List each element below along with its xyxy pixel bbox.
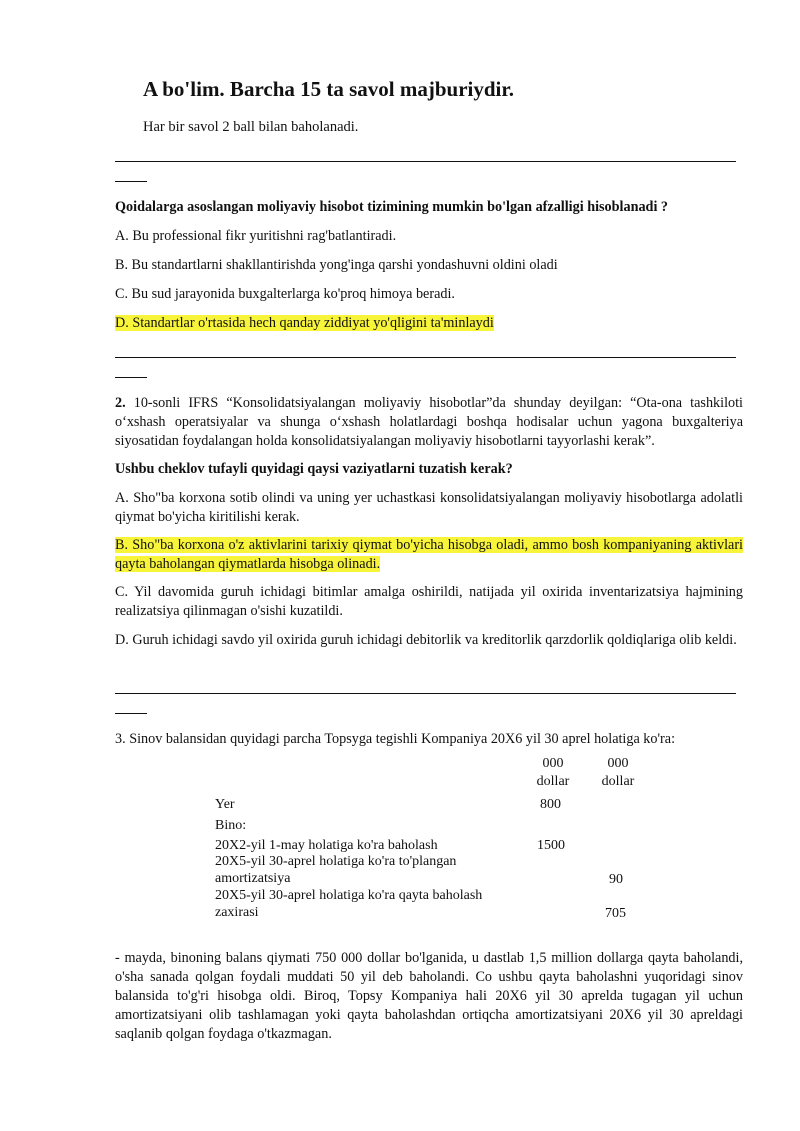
table-cell-value: 1500	[537, 838, 565, 853]
q2-intro	[115, 394, 743, 451]
table-row-label: Yer	[215, 797, 235, 812]
q1-option-b: B. Bu standartlarni shakllantirishda yong'inga qarshi yondashuvni oldini oladi	[115, 257, 558, 273]
table-cell-value: 800	[540, 797, 561, 812]
q2-number: 2.	[115, 395, 126, 411]
table-row-label: 20X2-yil 1-may holatiga ko'ra baholash	[215, 838, 438, 853]
separator-short-line	[115, 377, 147, 378]
separator-short-line	[115, 713, 147, 714]
section-title: A bo'lim. Barcha 15 ta savol majburiydir.	[143, 77, 515, 101]
q1-option-d-highlight: D. Standartlar o'rtasida hech qanday ziddiyat yo'qligini ta'minlaydi	[115, 315, 494, 331]
q3-intro: 3. Sinov balansidan quyidagi parcha Topsyga tegishli Kompaniya 20X6 yil 30 aprel holatiga ko'ra:	[115, 731, 676, 747]
table-cell-value: 90	[609, 872, 623, 887]
q2-option-c: C. Yil davomida guruh ichidagi bitimlar amalga oshirildi, natijada yil oxirida inventarizatsiya hajmining realizatsiya qilinmagan o'sishi kuzatildi.	[115, 584, 743, 619]
col2-header: 000 dollar	[601, 756, 635, 789]
col1-header: 000 dollar	[536, 756, 570, 789]
q2-option-a: A. Sho"ba korxona sotib olindi va uning yer uchastkasi konsolidatsiyalangan moliyaviy hisobotlarga adolatli qiymat bo'yicha kiritilishi kerak.	[115, 490, 743, 525]
separator-line	[115, 161, 736, 162]
table-row-label: 20X5-yil 30-aprel holatiga ko'ra to'plangan amortizatsiya	[215, 854, 457, 886]
q1-option-c: C. Bu sud jarayonida buxgalterlarga ko'proq himoya beradi.	[115, 286, 455, 302]
q2-question: Ushbu cheklov tufayli quyidagi qaysi vaziyatlarni tuzatish kerak?	[115, 461, 513, 477]
q2-option-b	[115, 536, 743, 574]
separator-line	[115, 357, 736, 358]
separator-short-line	[115, 181, 147, 182]
table-cell-value: 705	[605, 906, 626, 921]
table-row-label: Bino:	[215, 818, 247, 833]
section-subtitle: Har bir savol 2 ball bilan baholanadi.	[143, 119, 359, 135]
separator-line	[115, 693, 736, 694]
q1-question: Qoidalarga asoslangan moliyaviy hisobot tizimining mumkin bo'lgan afzalligi hisoblanadi ?	[115, 199, 669, 215]
q1-option-d	[115, 314, 743, 333]
q2-option-b-highlight: B. Sho"ba korxona o'z aktivlarini tarixiy qiymat bo'yicha hisobga oladi, ammo bosh kompaniyaning aktivlari qayta baholangan qiymatlarda hisobga olinadi.	[115, 537, 743, 572]
q3-body: - mayda, binoning balans qiymati 750 000 dollar bo'lganida, u dastlab 1,5 million dollarga qayta baholandi, o'sha sanada qolgan foydali muddati 50 yil deb baholandi. Co ushbu qayta baholashni yuqoridagi sinov balansida to'g'ri hisobga oldi. Biroq, Topsy Kompaniya hali 20X6 yil 30 aprelda tugagan yil uchun amortizatsiyani olib tashlamagan yoki qayta baholashdan ortiqcha amortizatsiyani 20X6 yil 30 apreldagi saqlanib qolgan foydaga o'tkazmagan.	[115, 950, 743, 1042]
q2-intro-text: 10-sonli IFRS “Konsolidatsiyalangan moliyaviy hisobotlar”da shunday deyilgan: “Ota-ona tashkiloti o‘xshash operatsiyalar va shunga o‘xshash holatlardagi boshqa hodisalar uchun yagona buxgalteriya siyosatidan foydalangan holda konsolidatsiyalangan moliyaviy hisobotlarni tayyorlashi kerak”.	[115, 395, 743, 449]
q2-option-d: D. Guruh ichidagi savdo yil oxirida guruh ichidagi debitorlik va kreditorlik qarzdorlik qoldiqlariga olib keldi.	[115, 632, 737, 648]
q1-option-a: A. Bu professional fikr yuritishni rag'batlantiradi.	[115, 228, 397, 244]
table-row-label: 20X5-yil 30-aprel holatiga ko'ra qayta baholash zaxirasi	[215, 888, 483, 920]
